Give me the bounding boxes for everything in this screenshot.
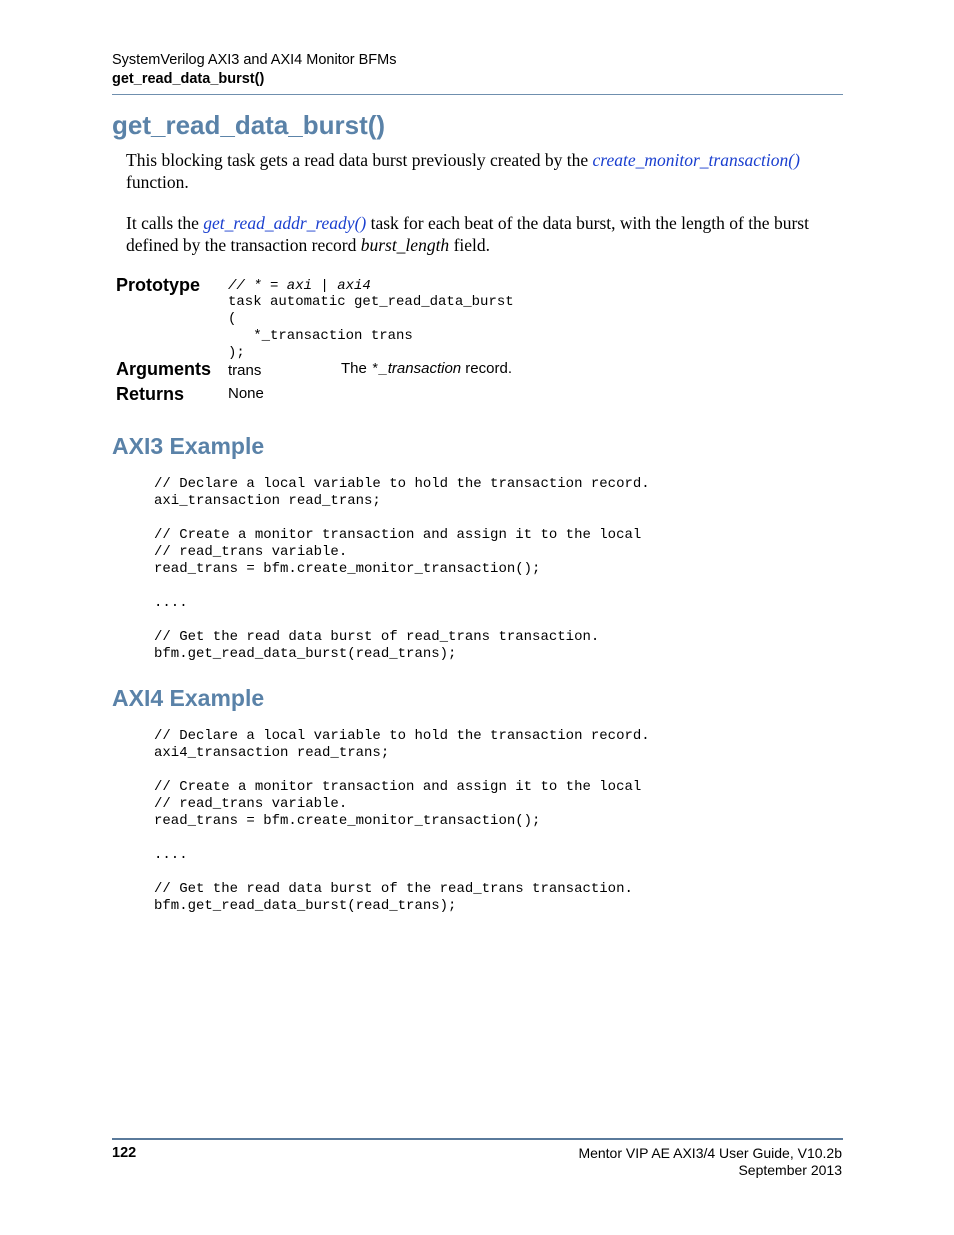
burst-length-field: burst_length xyxy=(360,234,450,255)
footer-guide-title: Mentor VIP AE AXI3/4 User Guide, V10.2b xyxy=(578,1145,842,1161)
footer-date: September 2013 xyxy=(738,1162,842,1178)
arguments-label: Arguments xyxy=(116,359,212,379)
intro-p2-end: field. xyxy=(449,234,491,255)
returns-label: Returns xyxy=(116,384,185,404)
argument-description xyxy=(341,360,512,378)
axi4-example-code: // Declare a local variable to hold the transaction record. axi4_transaction read_trans; // Create a monitor transaction and assign it to the local // read_trans variable. read_trans = bfm.create_monitor_transaction(); .... // Get the read data burst of the read_trans transaction. bfm.get_read_data_burst(read_trans); xyxy=(154,728,650,914)
axi3-example-heading: AXI3 Example xyxy=(112,433,265,459)
footer-rule xyxy=(112,1138,843,1140)
axi4-example-heading: AXI4 Example xyxy=(112,685,265,711)
argument-desc-suffix: record. xyxy=(461,360,512,377)
get-read-addr-ready-link[interactable]: get_read_addr_ready() xyxy=(203,213,367,233)
intro-paragraph-1 xyxy=(126,150,846,193)
intro-p2-text: It calls the xyxy=(126,213,204,233)
running-header-title: SystemVerilog AXI3 and AXI4 Monitor BFMs xyxy=(112,52,397,68)
page-number: 122 xyxy=(112,1145,137,1161)
prototype-code: task automatic get_read_data_burst ( *_transaction trans ); xyxy=(228,294,514,361)
argument-desc-prefix: The xyxy=(341,360,372,377)
running-header-section: get_read_data_burst() xyxy=(112,71,265,87)
intro-p1-text: This blocking task gets a read data burst previously created by the xyxy=(126,150,593,170)
argument-name: trans xyxy=(228,362,262,379)
page-title: get_read_data_burst() xyxy=(112,110,386,140)
intro-p2-middle: task for each beat of the data burst, with the length of the burst defined by the transaction record xyxy=(126,213,809,255)
intro-p1-end: function. xyxy=(126,171,189,192)
prototype-label: Prototype xyxy=(116,275,201,295)
axi3-example-code: // Declare a local variable to hold the transaction record. axi_transaction read_trans; // Create a monitor transaction and assign it to the local // read_trans variable. read_trans = bfm.create_monitor_transaction(); .... // Get the read data burst of read_trans transaction. bfm.get_read_data_burst(read_trans); xyxy=(154,476,650,662)
returns-value: None xyxy=(228,385,264,402)
create-monitor-transaction-link[interactable]: create_monitor_transaction() xyxy=(592,150,800,170)
prototype-comment: // * = axi | axi4 xyxy=(228,278,371,294)
intro-paragraph-2 xyxy=(126,213,846,256)
argument-desc-type: _transaction xyxy=(379,360,462,377)
argument-desc-wildcard: * xyxy=(371,362,380,378)
header-rule xyxy=(112,94,843,95)
